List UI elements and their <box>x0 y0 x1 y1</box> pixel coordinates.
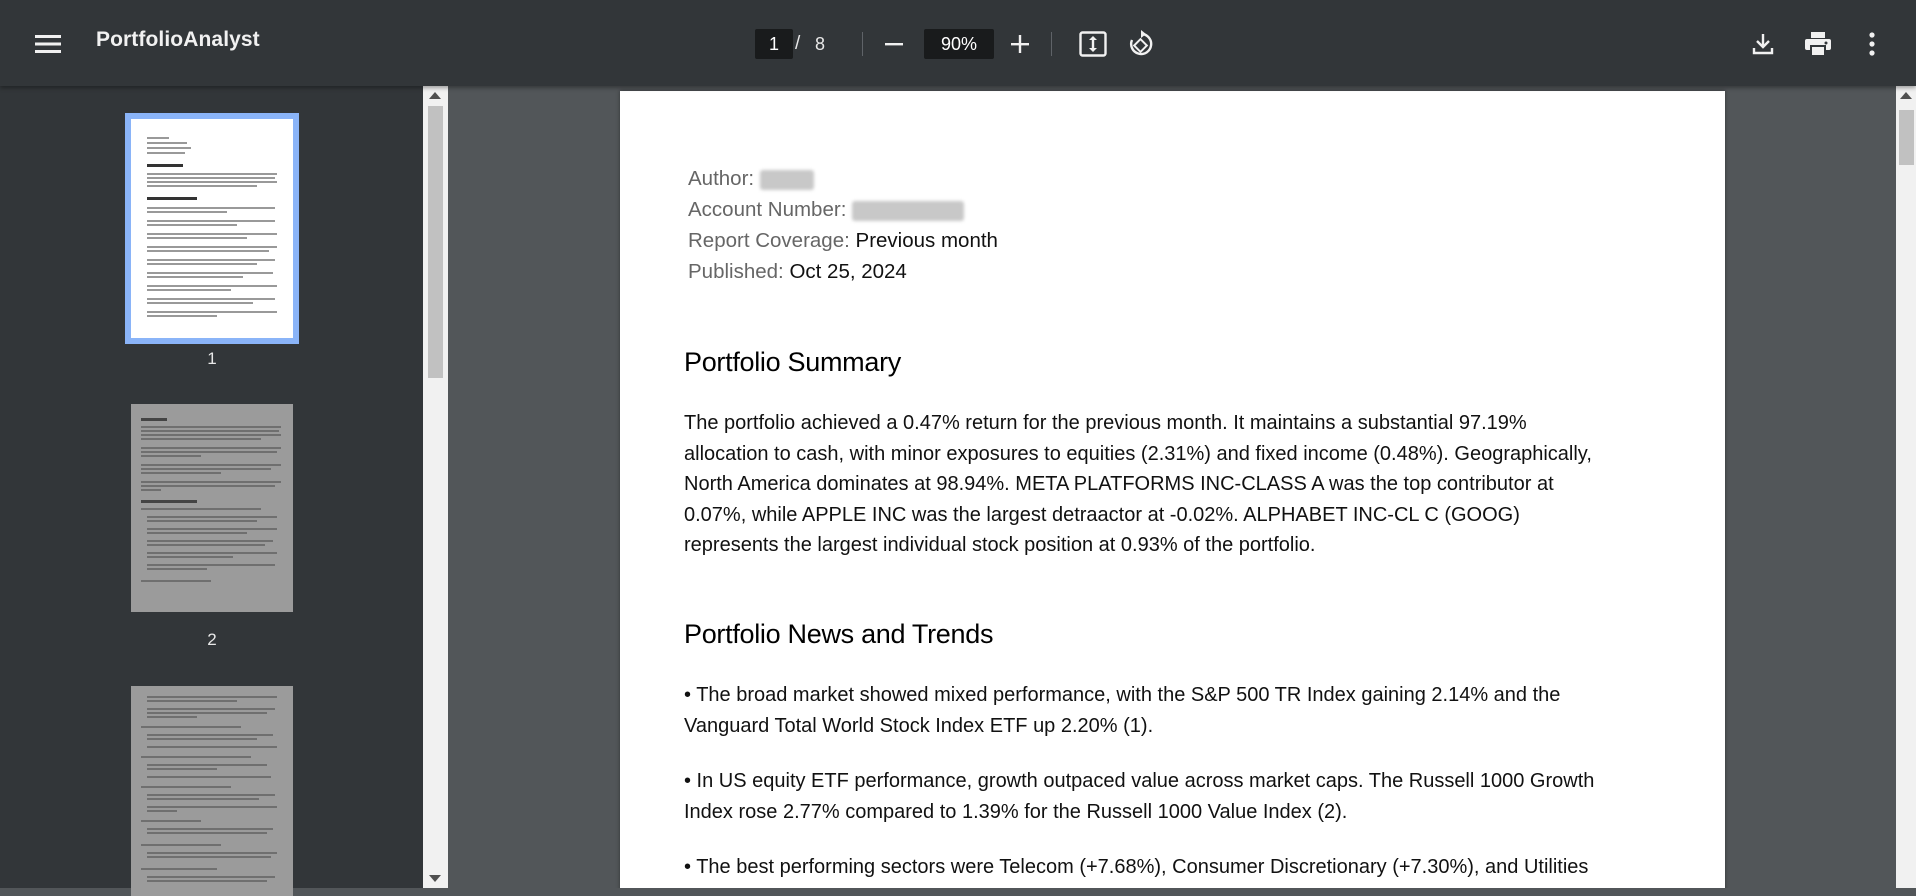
news-line: Vanguard Total World Stock Index ETF up 2.20% (1). <box>684 714 1154 737</box>
minus-icon <box>884 34 904 54</box>
print-icon <box>1804 31 1832 57</box>
news-line: Index rose 2.77% compared to 1.39% for the Russell 1000 Value Index (2). <box>684 800 1348 823</box>
rotate-icon <box>1127 30 1155 58</box>
summary-line: North America dominates at 98.94%. META PLATFORMS INC-CLASS A was the top contributor at <box>684 473 1554 495</box>
scroll-up-arrow-icon[interactable] <box>1900 92 1912 99</box>
news-item <box>684 852 1664 883</box>
coverage-label: Report Coverage <box>688 229 845 252</box>
toolbar-divider <box>862 32 863 56</box>
more-vert-icon <box>1868 32 1876 56</box>
redacted-author <box>760 170 814 190</box>
scroll-down-arrow-icon[interactable] <box>429 875 441 882</box>
thumbnail-page-number: 2 <box>207 630 217 649</box>
download-button[interactable] <box>1743 24 1783 64</box>
zoom-input[interactable] <box>924 29 994 59</box>
menu-icon[interactable] <box>28 24 68 64</box>
scroll-up-arrow-icon[interactable] <box>429 92 441 99</box>
summary-line: allocation to cash, with minor exposures to equities (2.31%) and fixed income (0.48%). Geographically, <box>684 442 1592 465</box>
news-line: • The best performing sectors were Telecom (+7.68%), Consumer Discretionary (+7.30%), and Utilities <box>684 856 1589 878</box>
page-number-input[interactable] <box>755 29 793 59</box>
total-pages: 8 <box>815 34 826 54</box>
download-icon <box>1752 32 1774 56</box>
coverage-value: Previous month <box>855 229 998 252</box>
author-label: Author <box>688 167 749 190</box>
summary-line: The portfolio achieved a 0.47% return for the previous month. It maintains a substantial 97.19% <box>684 412 1527 434</box>
zoom-in-button[interactable] <box>1000 24 1040 64</box>
pdf-page <box>620 91 1725 888</box>
news-item <box>684 766 1664 827</box>
summary-line: represents the largest individual stock position at 0.93% of the portfolio. <box>684 534 1316 556</box>
summary-line: 0.07%, while APPLE INC was the largest detraactor at -0.02%. ALPHABET INC-CL C (GOOG) <box>684 503 1520 526</box>
more-options-button[interactable] <box>1852 24 1892 64</box>
report-metadata <box>688 163 998 287</box>
fit-page-icon <box>1079 31 1107 57</box>
redacted-account-number <box>852 201 964 221</box>
thumbnail-page-number: 1 <box>207 349 217 368</box>
app-title: PortfolioAnalyst <box>96 28 260 51</box>
fit-to-page-button[interactable] <box>1073 24 1113 64</box>
news-line: • The broad market showed mixed performance, with the S&P 500 TR Index gaining 2.14% and the <box>684 684 1561 706</box>
published-label: Published <box>688 260 779 283</box>
zoom-out-button[interactable] <box>874 24 914 64</box>
news-line: • In US equity ETF performance, growth outpaced value across market caps. The Russell 1000 Growth <box>684 770 1595 792</box>
document-scrollbar[interactable] <box>1896 86 1916 888</box>
document-scrollbar-thumb[interactable] <box>1899 110 1914 165</box>
plus-icon <box>1010 34 1030 54</box>
page-thumbnail-3[interactable] <box>131 686 293 896</box>
published-value: Oct 25, 2024 <box>789 260 907 283</box>
rotate-button[interactable] <box>1121 24 1161 64</box>
summary-heading: Portfolio Summary <box>684 347 901 377</box>
news-item <box>684 680 1664 741</box>
toolbar-divider <box>1051 32 1052 56</box>
author-row: Author: <box>688 163 998 194</box>
document-viewer <box>448 86 1896 888</box>
page-thumbnail-1[interactable] <box>131 119 293 338</box>
pdf-toolbar <box>0 0 1916 86</box>
page-thumbnail-2[interactable] <box>131 404 293 612</box>
print-button[interactable] <box>1798 24 1838 64</box>
sidebar-scrollbar-thumb[interactable] <box>428 106 443 378</box>
account-label: Account Number <box>688 198 841 221</box>
news-heading: Portfolio News and Trends <box>684 619 994 649</box>
summary-paragraph <box>684 408 1664 561</box>
coverage-row: Report Coverage: Previous month <box>688 229 998 252</box>
account-row: Account Number: <box>688 194 998 225</box>
published-row: Published: Oct 25, 2024 <box>688 260 907 283</box>
page-separator: / <box>795 33 801 54</box>
thumbnail-sidebar <box>0 86 423 888</box>
